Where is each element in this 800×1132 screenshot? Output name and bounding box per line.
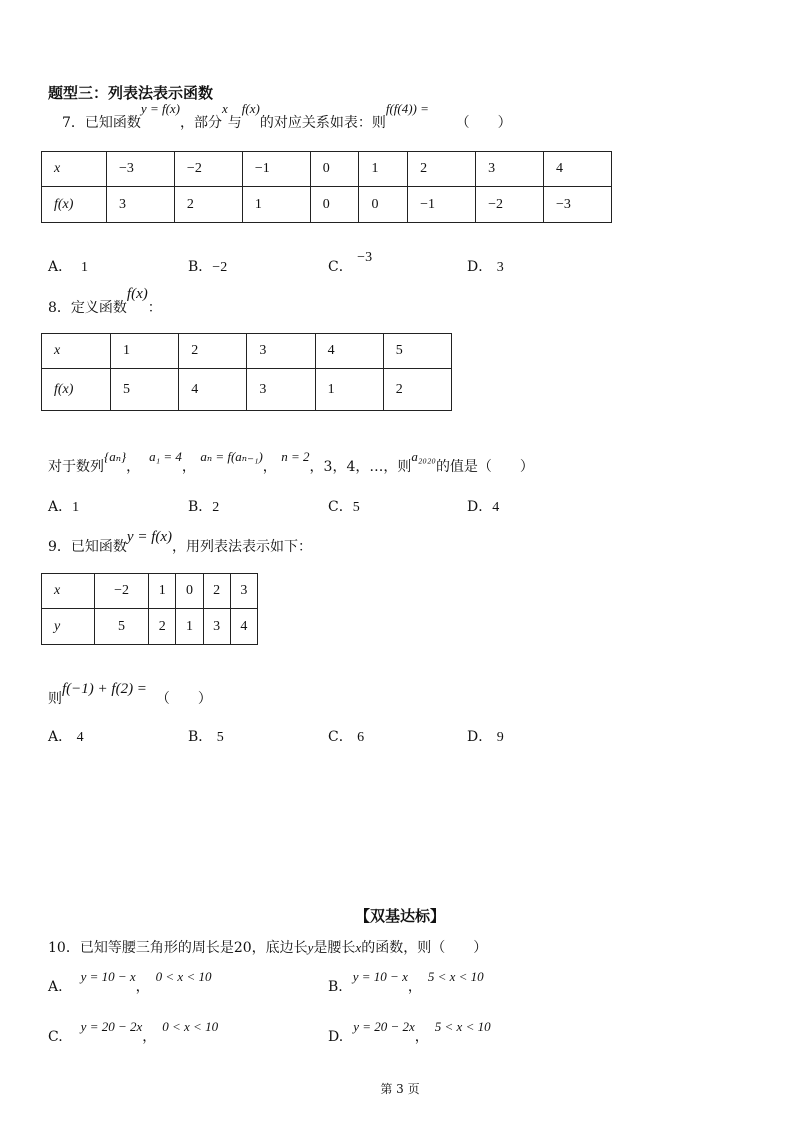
option-letter: B． [188,499,213,515]
q10-option-a[interactable] [48,969,212,996]
question-9-stem [48,529,313,556]
option-value: 4 [76,730,84,745]
q7-answer-paren: （ ） [455,115,512,131]
q8-text: ， [126,459,141,475]
option-range: 5 < x < 10 [434,1019,491,1034]
q9-option-b[interactable] [188,726,224,746]
option-letter: C. [48,1029,63,1045]
option-value: 5 [352,500,360,515]
q10-option-d[interactable] [328,1019,491,1046]
table-cell: 1 [176,609,203,645]
table-cell: −2 [476,187,544,223]
table-cell: y [42,609,95,645]
q8-a2020: a₂₀₂₀ [411,449,436,464]
q8-text: 的值是（ ） [435,459,534,475]
table-cell: 2 [149,609,176,645]
q8-a1: a₁ = 4 [149,449,182,464]
option-letter: D． [467,499,493,515]
table-cell: 3 [203,609,230,645]
option-equation: y = 20 − 2x [353,1019,415,1034]
option-range: 5 < x < 10 [427,969,484,984]
q10-text: 的函数，则（ ） [361,940,488,956]
table-cell: 3 [107,187,175,223]
q9-answer-paren: （ ） [155,691,212,707]
table-cell: 5 [383,334,451,369]
q8-function: f(x) [126,286,148,302]
q8-text: ： [147,300,162,316]
option-separator: ， [142,1029,157,1045]
table-cell: 0 [176,574,203,609]
table-cell: 3 [230,574,257,609]
option-value: 9 [496,730,504,745]
table-cell: f(x) [42,187,107,223]
option-letter: C． [328,729,353,745]
table-cell: −1 [242,152,310,187]
table-cell: 4 [230,609,257,645]
q8-recurrence: aₙ = f(aₙ₋₁) [200,449,263,464]
table-cell: 4 [179,369,247,411]
section-heading: 题型三：列表法表示函数 [48,84,214,102]
table-cell: 5 [111,369,179,411]
question-7-stem [62,101,512,132]
option-value: −3 [357,250,373,265]
table-row [42,369,452,411]
option-value: −2 [212,260,228,275]
q8-text: ， [262,459,277,475]
option-letter: B． [188,729,213,745]
table-cell: 4 [543,152,611,187]
q8-option-b[interactable] [188,496,219,516]
q7-text: 与 [227,115,242,131]
q7-function: y = f(x) [140,101,181,116]
table-cell: −3 [107,152,175,187]
q8-text: ， [181,459,196,475]
q8-option-d[interactable] [467,496,499,516]
q8-text: ，3，4，…，则 [309,459,412,475]
q9-option-c[interactable] [328,726,364,746]
option-letter: D. [328,1029,344,1045]
option-value: 3 [496,260,504,275]
q8-table [41,333,452,411]
option-letter: D． [467,729,493,745]
option-letter: C． [328,259,353,275]
table-cell: 3 [247,369,315,411]
option-value: 6 [357,730,365,745]
q10-option-c[interactable] [48,1019,219,1046]
table-cell: 2 [383,369,451,411]
table-cell: x [42,574,95,609]
q9-expression: f(−1) + f(2) = [62,681,147,697]
q7-fx: f(x) [241,101,260,116]
table-cell: −1 [408,187,476,223]
page-number: 第 3 页 [380,1082,420,1096]
table-cell: 3 [476,152,544,187]
option-equation: y = 10 − x [352,969,408,984]
table-cell: 0 [310,187,359,223]
option-separator: ， [135,979,150,995]
option-letter: A. [48,979,63,995]
table-cell: 4 [315,334,383,369]
table-row [42,187,612,223]
q8-sequence: {aₙ} [104,449,127,464]
table-cell: 1 [111,334,179,369]
table-cell: x [42,152,107,187]
q7-option-c[interactable] [328,250,373,276]
table-row [42,152,612,187]
option-value: 1 [81,260,89,275]
q8-option-c[interactable] [328,496,360,516]
table-row [42,609,258,645]
table-cell: 2 [174,187,242,223]
table-cell: x [42,334,111,369]
option-letter: A． [48,499,73,515]
question-8-stem [48,286,162,317]
q7-text: ，部分 [180,115,223,131]
q8-sequence-stem [48,449,534,476]
q8-option-a[interactable] [48,496,79,516]
table-cell: 1 [242,187,310,223]
table-cell: −2 [174,152,242,187]
q8-n: n = 2 [281,449,310,464]
table-cell: 3 [247,334,315,369]
q9-text: 则 [48,691,62,707]
q7-table [41,151,612,223]
section2-heading: 【双基达标】 [354,907,445,925]
q7-option-a[interactable] [48,256,88,276]
option-letter: C． [328,499,353,515]
table-cell: 1 [359,152,408,187]
table-cell: −3 [543,187,611,223]
option-value: 5 [216,730,224,745]
option-equation: y = 10 − x [80,969,136,984]
table-cell: f(x) [42,369,111,411]
option-letter: B． [188,259,213,275]
option-range: 0 < x < 10 [155,969,212,984]
table-cell: 2 [179,334,247,369]
q9-text: ，用列表法表示如下： [172,539,313,555]
option-equation: y = 20 − 2x [80,1019,143,1034]
q7-option-d[interactable] [467,256,504,276]
q9-option-a[interactable] [48,726,84,746]
table-cell: 5 [95,609,149,645]
option-range: 0 < x < 10 [162,1019,219,1034]
q10-text: 是腰长 [313,940,356,956]
table-cell: 1 [149,574,176,609]
table-cell: 0 [359,187,408,223]
option-value: 2 [212,500,220,515]
q10-var-y: y [307,940,314,955]
q10-text: 10．已知等腰三角形的周长是20，底边长 [48,940,308,956]
q9-option-d[interactable] [467,726,504,746]
q7-option-b[interactable] [188,256,227,276]
table-cell: 2 [203,574,230,609]
q10-option-b[interactable] [328,969,484,996]
option-separator: ， [414,1029,429,1045]
table-row [42,334,452,369]
q10-var-x: x [355,940,362,955]
option-letter: D． [467,259,493,275]
option-letter: B. [328,979,343,995]
q9-number: 9．已知函数 [48,539,127,555]
q9-table [41,573,258,645]
q7-text: 的对应关系如表：则 [259,115,386,131]
q7-expression: f(f(4)) = [385,101,429,116]
option-value: 4 [492,500,500,515]
q7-var-x: x [222,101,228,116]
q8-number: 8．定义函数 [48,300,127,316]
table-cell: −2 [95,574,149,609]
q7-number: 7．已知函数 [62,115,141,131]
option-separator: ， [407,979,422,995]
option-letter: A． [48,259,73,275]
option-letter: A． [48,729,73,745]
option-value: 1 [72,500,80,515]
question-10-stem [48,937,487,957]
q9-then-line [48,681,212,708]
table-row [42,574,258,609]
table-cell: 0 [310,152,359,187]
q9-function: y = f(x) [126,529,173,545]
q8-text: 对于数列 [48,459,104,475]
table-cell: 2 [408,152,476,187]
table-cell: 1 [315,369,383,411]
